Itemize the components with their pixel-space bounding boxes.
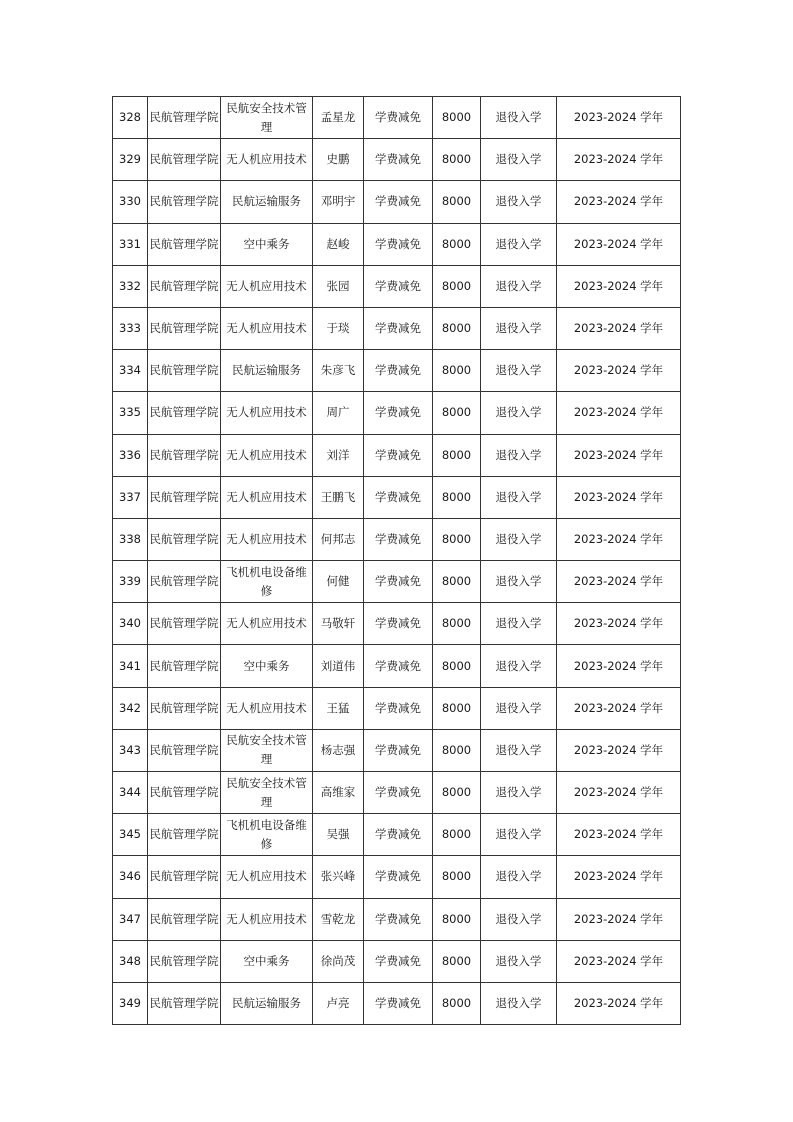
amount-cell: 8000 (433, 350, 481, 392)
major-cell: 飞机机电设备维修 (221, 814, 313, 856)
college-cell: 民航管理学院 (148, 645, 221, 687)
aid-type-cell: 学费减免 (364, 687, 433, 729)
aid-type-cell: 学费减免 (364, 729, 433, 771)
category-cell: 退役入学 (481, 814, 557, 856)
table-row (113, 856, 681, 898)
serial-number-cell: 329 (113, 139, 148, 181)
academic-year-cell: 2023-2024 学年 (557, 561, 681, 603)
college-cell: 民航管理学院 (148, 476, 221, 518)
table-row (113, 898, 681, 940)
student-name-cell: 周广 (313, 392, 364, 434)
aid-type-cell: 学费减免 (364, 518, 433, 560)
table-row (113, 772, 681, 814)
student-name-cell: 王鹏飞 (313, 476, 364, 518)
major-cell: 民航安全技术管理 (221, 729, 313, 771)
serial-number-cell: 343 (113, 729, 148, 771)
aid-type-cell: 学费减免 (364, 181, 433, 223)
academic-year-cell: 2023-2024 学年 (557, 940, 681, 982)
table-row (113, 392, 681, 434)
category-cell: 退役入学 (481, 982, 557, 1024)
table-row (113, 265, 681, 307)
serial-number-cell: 335 (113, 392, 148, 434)
table-row (113, 982, 681, 1024)
student-name-cell: 刘洋 (313, 434, 364, 476)
college-cell: 民航管理学院 (148, 265, 221, 307)
serial-number-cell: 346 (113, 856, 148, 898)
aid-type-cell: 学费减免 (364, 223, 433, 265)
college-cell: 民航管理学院 (148, 729, 221, 771)
category-cell: 退役入学 (481, 518, 557, 560)
serial-number-cell: 338 (113, 518, 148, 560)
category-cell: 退役入学 (481, 181, 557, 223)
college-cell: 民航管理学院 (148, 898, 221, 940)
major-cell: 民航安全技术管理 (221, 97, 313, 139)
major-cell: 无人机应用技术 (221, 898, 313, 940)
major-cell: 无人机应用技术 (221, 392, 313, 434)
major-cell: 无人机应用技术 (221, 687, 313, 729)
category-cell: 退役入学 (481, 940, 557, 982)
major-cell: 飞机机电设备维修 (221, 561, 313, 603)
category-cell: 退役入学 (481, 645, 557, 687)
aid-type-cell: 学费减免 (364, 139, 433, 181)
aid-type-cell: 学费减免 (364, 307, 433, 349)
major-cell: 无人机应用技术 (221, 265, 313, 307)
serial-number-cell: 337 (113, 476, 148, 518)
serial-number-cell: 348 (113, 940, 148, 982)
category-cell: 退役入学 (481, 392, 557, 434)
amount-cell: 8000 (433, 898, 481, 940)
table-row (113, 181, 681, 223)
college-cell: 民航管理学院 (148, 223, 221, 265)
amount-cell: 8000 (433, 265, 481, 307)
serial-number-cell: 336 (113, 434, 148, 476)
serial-number-cell: 333 (113, 307, 148, 349)
college-cell: 民航管理学院 (148, 772, 221, 814)
table-row (113, 350, 681, 392)
table-row (113, 687, 681, 729)
amount-cell: 8000 (433, 518, 481, 560)
category-cell: 退役入学 (481, 476, 557, 518)
academic-year-cell: 2023-2024 学年 (557, 518, 681, 560)
student-name-cell: 王猛 (313, 687, 364, 729)
student-name-cell: 杨志强 (313, 729, 364, 771)
category-cell: 退役入学 (481, 307, 557, 349)
college-cell: 民航管理学院 (148, 518, 221, 560)
student-name-cell: 孟星龙 (313, 97, 364, 139)
serial-number-cell: 332 (113, 265, 148, 307)
category-cell: 退役入学 (481, 898, 557, 940)
table-row (113, 518, 681, 560)
aid-type-cell: 学费减免 (364, 434, 433, 476)
student-name-cell: 于琰 (313, 307, 364, 349)
student-name-cell: 吴强 (313, 814, 364, 856)
aid-type-cell: 学费减免 (364, 940, 433, 982)
academic-year-cell: 2023-2024 学年 (557, 729, 681, 771)
aid-type-cell: 学费减免 (364, 603, 433, 645)
category-cell: 退役入学 (481, 350, 557, 392)
academic-year-cell: 2023-2024 学年 (557, 982, 681, 1024)
amount-cell: 8000 (433, 729, 481, 771)
academic-year-cell: 2023-2024 学年 (557, 898, 681, 940)
category-cell: 退役入学 (481, 265, 557, 307)
amount-cell: 8000 (433, 772, 481, 814)
table-row (113, 814, 681, 856)
aid-type-cell: 学费减免 (364, 898, 433, 940)
category-cell: 退役入学 (481, 687, 557, 729)
college-cell: 民航管理学院 (148, 350, 221, 392)
aid-type-cell: 学费减免 (364, 97, 433, 139)
category-cell: 退役入学 (481, 561, 557, 603)
table-row (113, 307, 681, 349)
major-cell: 无人机应用技术 (221, 603, 313, 645)
college-cell: 民航管理学院 (148, 940, 221, 982)
academic-year-cell: 2023-2024 学年 (557, 814, 681, 856)
academic-year-cell: 2023-2024 学年 (557, 181, 681, 223)
serial-number-cell: 331 (113, 223, 148, 265)
table-row (113, 434, 681, 476)
major-cell: 无人机应用技术 (221, 434, 313, 476)
serial-number-cell: 349 (113, 982, 148, 1024)
amount-cell: 8000 (433, 392, 481, 434)
serial-number-cell: 334 (113, 350, 148, 392)
category-cell: 退役入学 (481, 434, 557, 476)
college-cell: 民航管理学院 (148, 307, 221, 349)
aid-type-cell: 学费减免 (364, 814, 433, 856)
amount-cell: 8000 (433, 223, 481, 265)
college-cell: 民航管理学院 (148, 603, 221, 645)
academic-year-cell: 2023-2024 学年 (557, 223, 681, 265)
student-name-cell: 徐尚茂 (313, 940, 364, 982)
category-cell: 退役入学 (481, 223, 557, 265)
roster-body (113, 97, 681, 1025)
major-cell: 民航运输服务 (221, 181, 313, 223)
academic-year-cell: 2023-2024 学年 (557, 265, 681, 307)
college-cell: 民航管理学院 (148, 982, 221, 1024)
student-name-cell: 刘道伟 (313, 645, 364, 687)
academic-year-cell: 2023-2024 学年 (557, 139, 681, 181)
major-cell: 空中乘务 (221, 223, 313, 265)
academic-year-cell: 2023-2024 学年 (557, 392, 681, 434)
serial-number-cell: 330 (113, 181, 148, 223)
student-name-cell: 何健 (313, 561, 364, 603)
academic-year-cell: 2023-2024 学年 (557, 856, 681, 898)
serial-number-cell: 339 (113, 561, 148, 603)
college-cell: 民航管理学院 (148, 97, 221, 139)
academic-year-cell: 2023-2024 学年 (557, 645, 681, 687)
category-cell: 退役入学 (481, 603, 557, 645)
category-cell: 退役入学 (481, 772, 557, 814)
major-cell: 民航运输服务 (221, 350, 313, 392)
student-name-cell: 卢亮 (313, 982, 364, 1024)
aid-type-cell: 学费减免 (364, 856, 433, 898)
serial-number-cell: 342 (113, 687, 148, 729)
aid-type-cell: 学费减免 (364, 561, 433, 603)
table-row (113, 561, 681, 603)
amount-cell: 8000 (433, 856, 481, 898)
roster-table (112, 96, 681, 1025)
major-cell: 无人机应用技术 (221, 856, 313, 898)
student-name-cell: 何邦志 (313, 518, 364, 560)
college-cell: 民航管理学院 (148, 687, 221, 729)
table-row (113, 729, 681, 771)
amount-cell: 8000 (433, 687, 481, 729)
category-cell: 退役入学 (481, 97, 557, 139)
major-cell: 无人机应用技术 (221, 139, 313, 181)
serial-number-cell: 328 (113, 97, 148, 139)
aid-type-cell: 学费减免 (364, 265, 433, 307)
table-row (113, 940, 681, 982)
amount-cell: 8000 (433, 139, 481, 181)
amount-cell: 8000 (433, 814, 481, 856)
college-cell: 民航管理学院 (148, 181, 221, 223)
amount-cell: 8000 (433, 476, 481, 518)
table-row (113, 645, 681, 687)
major-cell: 无人机应用技术 (221, 518, 313, 560)
college-cell: 民航管理学院 (148, 392, 221, 434)
student-name-cell: 邓明宇 (313, 181, 364, 223)
serial-number-cell: 340 (113, 603, 148, 645)
academic-year-cell: 2023-2024 学年 (557, 307, 681, 349)
student-name-cell: 赵峻 (313, 223, 364, 265)
college-cell: 民航管理学院 (148, 434, 221, 476)
student-name-cell: 马敬轩 (313, 603, 364, 645)
amount-cell: 8000 (433, 645, 481, 687)
student-name-cell: 张园 (313, 265, 364, 307)
academic-year-cell: 2023-2024 学年 (557, 772, 681, 814)
aid-type-cell: 学费减免 (364, 476, 433, 518)
amount-cell: 8000 (433, 434, 481, 476)
aid-type-cell: 学费减免 (364, 392, 433, 434)
amount-cell: 8000 (433, 97, 481, 139)
table-row (113, 139, 681, 181)
major-cell: 无人机应用技术 (221, 307, 313, 349)
table-row (113, 97, 681, 139)
aid-type-cell: 学费减免 (364, 350, 433, 392)
table-row (113, 476, 681, 518)
major-cell: 空中乘务 (221, 940, 313, 982)
college-cell: 民航管理学院 (148, 139, 221, 181)
amount-cell: 8000 (433, 561, 481, 603)
aid-type-cell: 学费减免 (364, 982, 433, 1024)
academic-year-cell: 2023-2024 学年 (557, 434, 681, 476)
major-cell: 民航安全技术管理 (221, 772, 313, 814)
college-cell: 民航管理学院 (148, 856, 221, 898)
aid-type-cell: 学费减免 (364, 645, 433, 687)
academic-year-cell: 2023-2024 学年 (557, 603, 681, 645)
serial-number-cell: 344 (113, 772, 148, 814)
major-cell: 无人机应用技术 (221, 476, 313, 518)
amount-cell: 8000 (433, 982, 481, 1024)
student-name-cell: 张兴峰 (313, 856, 364, 898)
academic-year-cell: 2023-2024 学年 (557, 476, 681, 518)
table-row (113, 603, 681, 645)
table-row (113, 223, 681, 265)
student-name-cell: 雪乾龙 (313, 898, 364, 940)
student-name-cell: 朱彦飞 (313, 350, 364, 392)
amount-cell: 8000 (433, 181, 481, 223)
serial-number-cell: 347 (113, 898, 148, 940)
amount-cell: 8000 (433, 603, 481, 645)
serial-number-cell: 345 (113, 814, 148, 856)
student-name-cell: 史鹏 (313, 139, 364, 181)
category-cell: 退役入学 (481, 856, 557, 898)
academic-year-cell: 2023-2024 学年 (557, 350, 681, 392)
college-cell: 民航管理学院 (148, 561, 221, 603)
major-cell: 空中乘务 (221, 645, 313, 687)
amount-cell: 8000 (433, 307, 481, 349)
category-cell: 退役入学 (481, 729, 557, 771)
college-cell: 民航管理学院 (148, 814, 221, 856)
academic-year-cell: 2023-2024 学年 (557, 97, 681, 139)
major-cell: 民航运输服务 (221, 982, 313, 1024)
category-cell: 退役入学 (481, 139, 557, 181)
serial-number-cell: 341 (113, 645, 148, 687)
amount-cell: 8000 (433, 940, 481, 982)
aid-type-cell: 学费减免 (364, 772, 433, 814)
student-name-cell: 高维家 (313, 772, 364, 814)
academic-year-cell: 2023-2024 学年 (557, 687, 681, 729)
